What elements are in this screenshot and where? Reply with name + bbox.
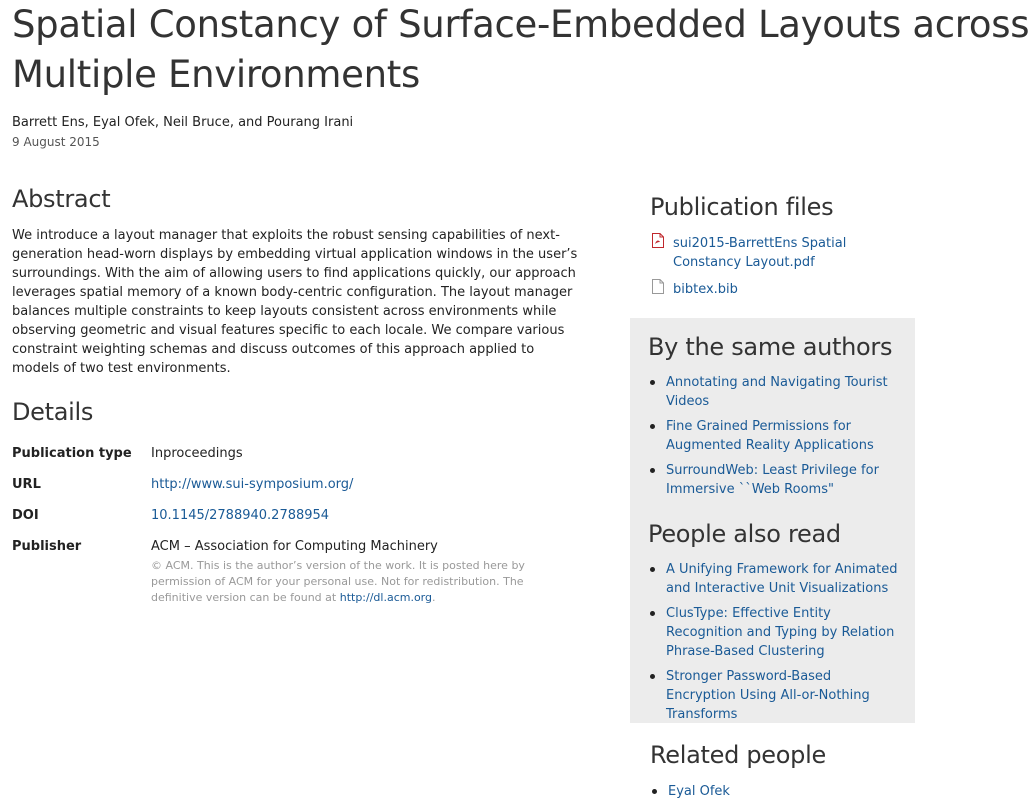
list-item[interactable]: [648, 604, 898, 661]
page-title: [12, 0, 1029, 100]
detail-label: Publisher: [12, 539, 82, 554]
related-content-panel: [630, 318, 915, 723]
pdf-file-icon: [652, 233, 664, 248]
list-item[interactable]: [650, 782, 900, 801]
same-authors-list: [648, 373, 898, 505]
abstract-heading: Abstract: [12, 185, 111, 213]
people-also-read-list: [648, 560, 898, 730]
related-people-heading: Related people: [650, 741, 826, 769]
copyright-end: .: [432, 591, 436, 604]
document-icon: [652, 279, 664, 294]
publication-files-heading: Publication files: [650, 193, 834, 221]
related-people-list: [650, 782, 900, 807]
people-also-read-link[interactable]: A Unifying Framework for Animated and Interactive Unit Visualizations: [666, 562, 898, 596]
detail-value: ACM – Association for Computing Machinery: [151, 539, 438, 554]
file-link[interactable]: sui2015-BarrettEns Spatial Constancy Layout.pdf: [673, 236, 847, 270]
same-authors-link[interactable]: SurroundWeb: Least Privilege for Immersive ``Web Rooms": [666, 463, 879, 497]
file-item-pdf[interactable]: [650, 234, 910, 272]
list-item[interactable]: [648, 667, 898, 724]
file-list: [650, 234, 910, 307]
people-also-read-link[interactable]: ClusType: Effective Entity Recognition and Typing by Relation Phrase-Based Clustering: [666, 606, 895, 659]
doi-link[interactable]: 10.1145/2788940.2788954: [151, 508, 330, 523]
detail-label: Publication type: [12, 446, 132, 461]
detail-label: DOI: [12, 508, 39, 523]
abstract-text: We introduce a layout manager that exploits the robust sensing capabilities of next-generation head-worn displays by embedding virtual application windows in the user’s surroundings. With the aim of allowing users to find applications quickly, our approach leverages spatial memory of a known body-centric configuration. The layout manager balances multiple constraints to keep layouts consistent across environments while observing geometric and visual features specific to each locale. We compare various constraint weighting schemas and discuss outcomes of this approach applied to models of two test environments.: [12, 228, 578, 376]
url-link[interactable]: http://www.sui-symposium.org/: [151, 477, 354, 492]
related-person-link[interactable]: Eyal Ofek: [668, 784, 730, 799]
details-heading: Details: [12, 398, 94, 426]
same-authors-link[interactable]: Fine Grained Permissions for Augmented Reality Applications: [666, 419, 874, 453]
list-item[interactable]: [648, 417, 898, 455]
title-line-1: Spatial Constancy of Surface-Embedded Layouts across: [12, 3, 1029, 46]
author-list: Barrett Ens, Eyal Ofek, Neil Bruce, and Pourang Irani: [12, 115, 354, 130]
file-link[interactable]: bibtex.bib: [673, 282, 738, 297]
publication-date: 9 August 2015: [12, 135, 100, 149]
detail-label: URL: [12, 477, 41, 492]
people-also-read-heading: People also read: [648, 520, 841, 548]
acm-dl-link[interactable]: http://dl.acm.org: [339, 591, 432, 604]
same-authors-heading: By the same authors: [648, 333, 893, 361]
list-item[interactable]: [648, 373, 898, 411]
list-item[interactable]: [648, 461, 898, 499]
copyright-notice: [151, 558, 541, 606]
people-also-read-link[interactable]: Stronger Password-Based Encryption Using All-or-Nothing Transforms: [666, 669, 870, 722]
title-line-2: Multiple Environments: [12, 53, 420, 96]
file-item-bib[interactable]: [650, 280, 910, 299]
detail-value: Inproceedings: [151, 446, 243, 461]
list-item[interactable]: [648, 560, 898, 598]
same-authors-link[interactable]: Annotating and Navigating Tourist Videos: [666, 375, 888, 409]
copyright-text: © ACM. This is the author’s version of the work. It is posted here by permission of ACM for your personal use. Not for redistribution. The definitive version can be found at: [151, 559, 525, 604]
